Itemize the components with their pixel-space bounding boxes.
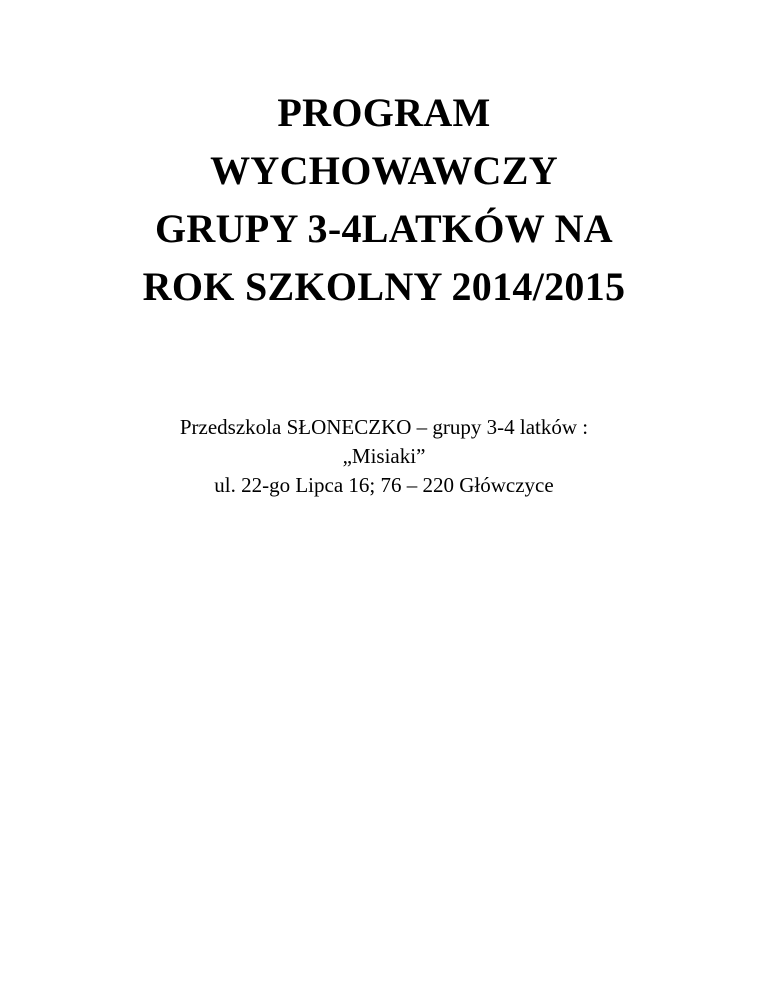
institution-name: Przedszkola SŁONECZKO – grupy 3-4 latków : [179, 415, 589, 439]
title-line-2: WYCHOWAWCZY [210, 148, 558, 193]
title-line-3: GRUPY 3-4LATKÓW NA [155, 206, 613, 251]
title-line-1: PROGRAM [277, 90, 491, 135]
institution-address: ul. 22-go Lipca 16; 76 – 220 Główczyce [214, 473, 554, 497]
document-title [0, 84, 768, 316]
group-name: „Misiaki” [342, 444, 426, 468]
institution-info [0, 413, 768, 500]
title-line-4: ROK SZKOLNY 2014/2015 [142, 264, 626, 309]
